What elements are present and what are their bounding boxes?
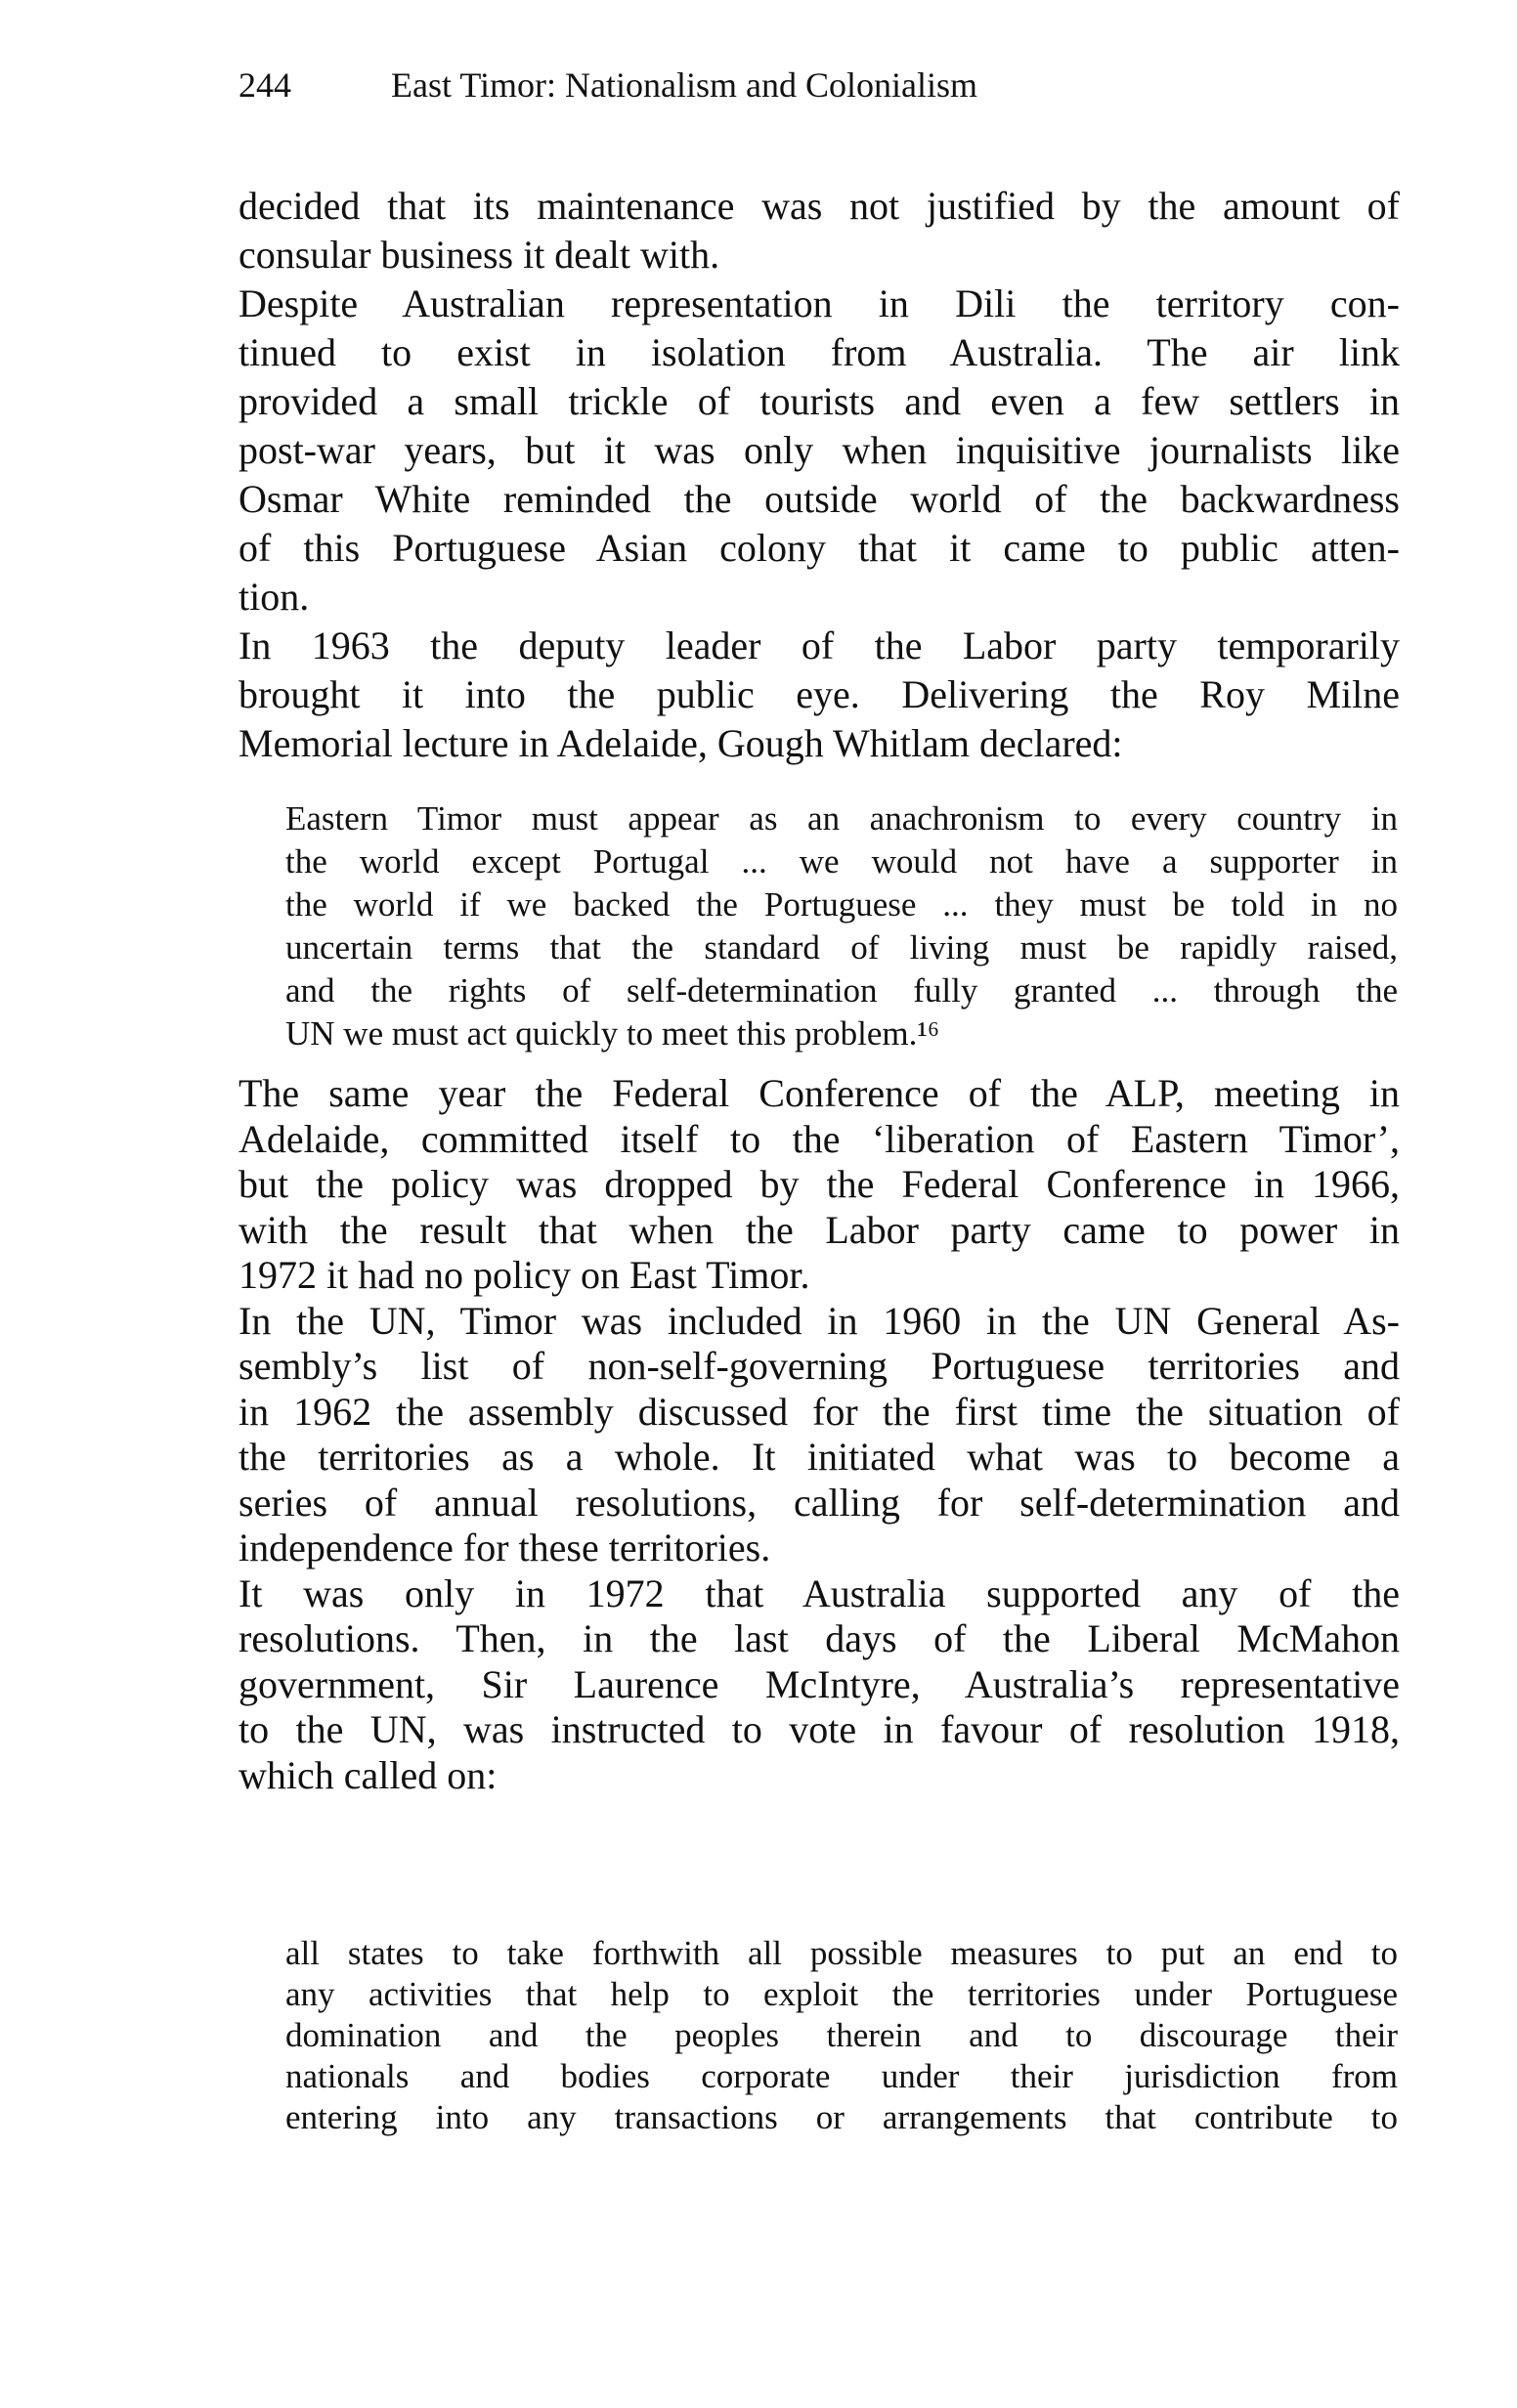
text-line: It was only in 1972 that Australia supported any of the — [238, 1570, 1400, 1615]
text-line: provided a small trickle of tourists and even a few settlers in — [238, 379, 1400, 423]
text-line: the world except Portugal ... we would not have a supporter in — [285, 842, 1398, 881]
text-line: Osmar White reminded the outside world of the backwardness — [238, 477, 1400, 521]
body-text-section-1 — [238, 182, 1400, 768]
text-line: In the UN, Timor was included in 1960 in the UN General As- — [238, 1298, 1400, 1343]
running-title: East Timor: Nationalism and Colonialism — [391, 65, 978, 105]
text-line: of this Portuguese Asian colony that it came to public atten- — [238, 526, 1400, 570]
text-line: which called on: — [238, 1752, 498, 1797]
text-line: The same year the Federal Conference of the ALP, meeting in — [238, 1071, 1400, 1115]
text-line: resolutions. Then, in the last days of the Liberal McMahon — [238, 1616, 1400, 1660]
text-line: entering into any transactions or arrangements that contribute to — [285, 2098, 1398, 2136]
text-line: government, Sir Laurence McIntyre, Australia’s representative — [238, 1661, 1400, 1706]
text-line: with the result that when the Labor party came to power in — [238, 1207, 1400, 1252]
text-line: series of annual resolutions, calling for self-determination and — [238, 1480, 1400, 1525]
text-line: consular business it dealt with. — [238, 233, 720, 277]
text-line: the world if we backed the Portuguese ... they must be told in no — [285, 885, 1398, 924]
text-line: nationals and bodies corporate under their jurisdiction from — [285, 2057, 1398, 2095]
text-line: but the policy was dropped by the Federal Conference in 1966, — [238, 1162, 1400, 1206]
text-line: brought it into the public eye. Delivering the Roy Milne — [238, 672, 1400, 716]
text-line: Memorial lecture in Adelaide, Gough Whitlam declared: — [238, 721, 1123, 765]
text-line: In 1963 the deputy leader of the Labor party temporarily — [238, 624, 1400, 667]
text-line: 1972 it had no policy on East Timor. — [238, 1253, 810, 1297]
text-line: independence for these territories. — [238, 1526, 771, 1570]
text-line: Despite Australian representation in Dili the territory con- — [238, 281, 1400, 325]
text-line: domination and the peoples therein and to discourage their — [285, 2016, 1398, 2054]
text-line: any activities that help to exploit the territories under Portuguese — [285, 1975, 1398, 2013]
block-quote-resolution-1918 — [285, 1933, 1398, 2138]
text-line: UN we must act quickly to meet this problem.¹⁶ — [285, 1014, 940, 1053]
text-line: to the UN, was instructed to vote in favour of resolution 1918, — [238, 1707, 1400, 1751]
text-line: decided that its maintenance was not justified by the amount of — [238, 184, 1400, 228]
text-line: sembly’s list of non-self-governing Portuguese territories and — [238, 1344, 1400, 1388]
text-line: all states to take forthwith all possible measures to put an end to — [285, 1934, 1398, 1972]
page-number: 244 — [238, 65, 291, 105]
text-line: post-war years, but it was only when inquisitive journalists like — [238, 428, 1400, 472]
text-line: tinued to exist in isolation from Australia. The air link — [238, 330, 1400, 374]
body-text-section-2 — [238, 1071, 1400, 1798]
running-header — [238, 64, 977, 106]
text-line: Eastern Timor must appear as an anachronism to every country in — [285, 799, 1398, 838]
text-line: tion. — [238, 575, 310, 619]
text-line: in 1962 the assembly discussed for the first time the situation of — [238, 1389, 1400, 1434]
block-quote-whitlam — [285, 797, 1398, 1055]
text-line: and the rights of self-determination fully granted ... through the — [285, 971, 1398, 1010]
text-line: uncertain terms that the standard of living must be rapidly raised, — [285, 928, 1398, 967]
text-line: Adelaide, committed itself to the ‘liberation of Eastern Timor’, — [238, 1116, 1400, 1161]
text-line: the territories as a whole. It initiated what was to become a — [238, 1435, 1400, 1479]
